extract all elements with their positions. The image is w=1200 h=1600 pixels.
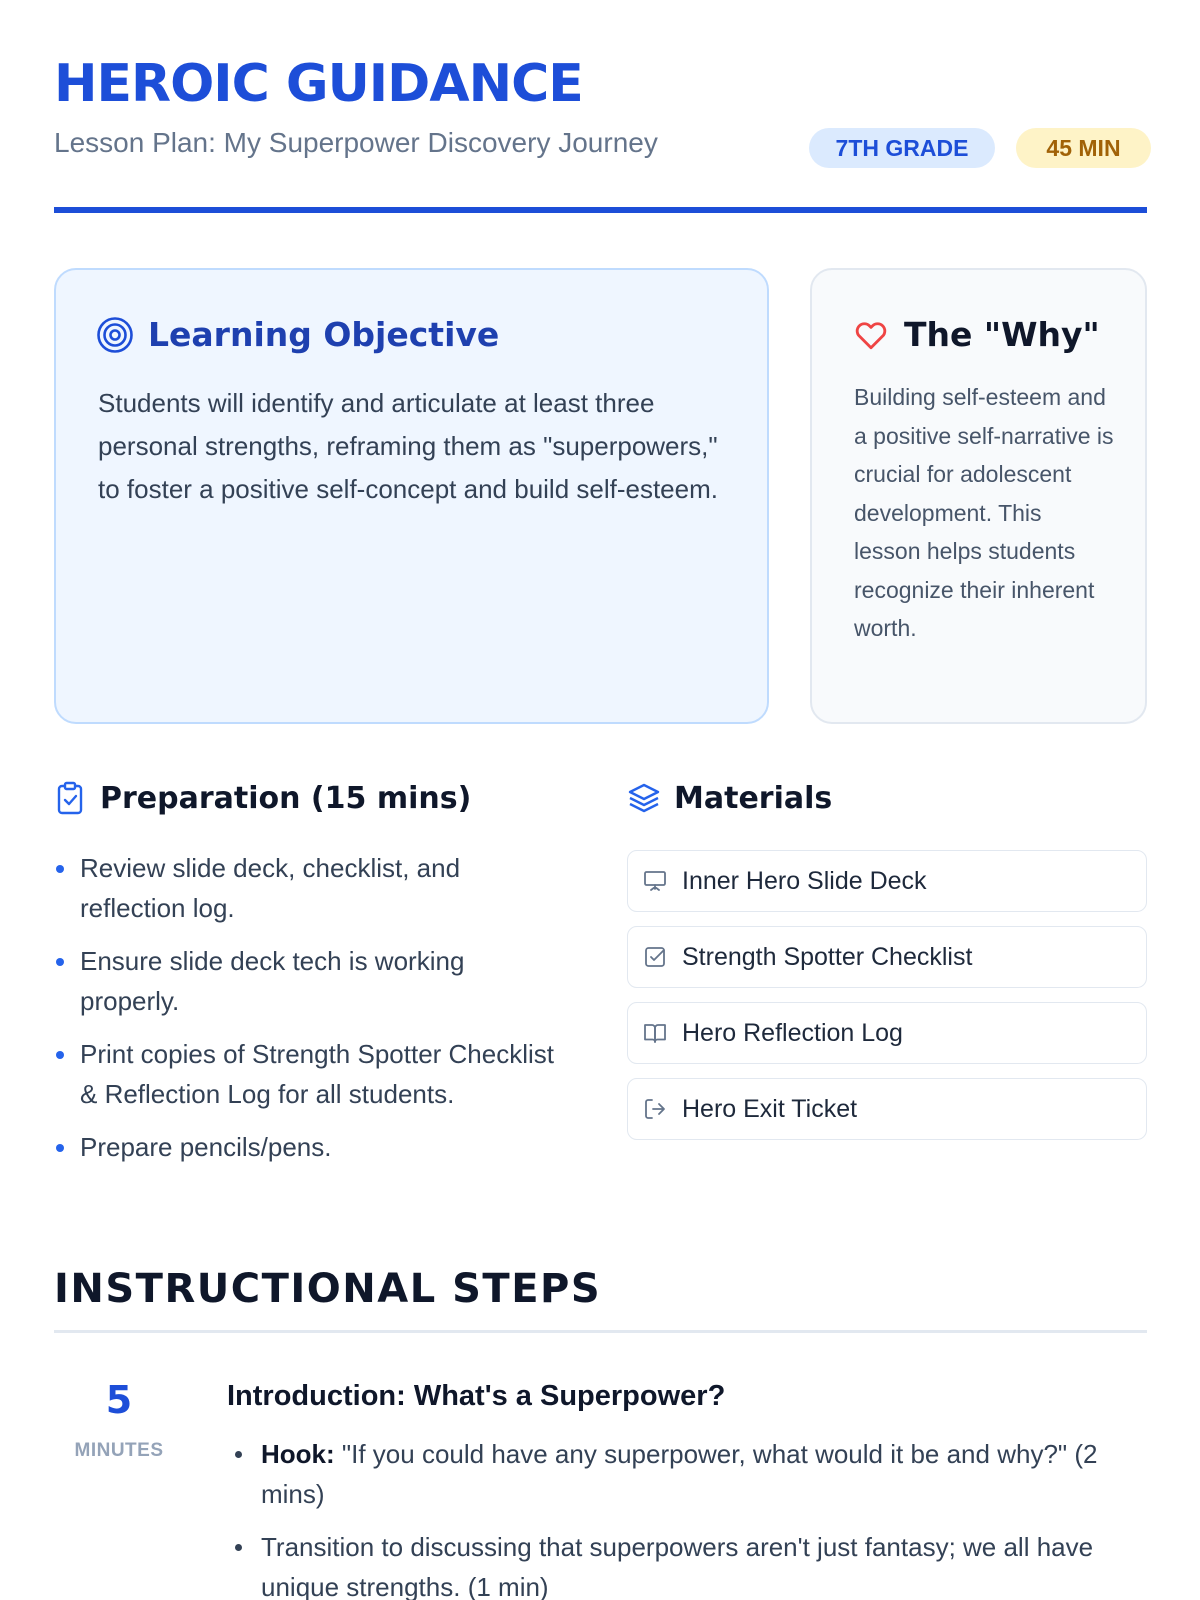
target-icon: [96, 316, 134, 354]
why-title: The "Why": [904, 315, 1100, 354]
material-label: Hero Reflection Log: [682, 1018, 903, 1047]
material-label: Strength Spotter Checklist: [682, 942, 973, 971]
materials-header: [628, 780, 832, 816]
material-label: Inner Hero Slide Deck: [682, 866, 927, 895]
duration-badge: 45 MIN: [1016, 128, 1151, 168]
page-subtitle: Lesson Plan: My Superpower Discovery Journey: [54, 127, 658, 158]
list-item: Prepare pencils/pens.: [54, 1127, 554, 1167]
list-item: [227, 1527, 1147, 1600]
header-divider: [54, 207, 1147, 213]
materials-list: [627, 850, 1147, 1154]
material-strength-spotter-checklist[interactable]: [627, 926, 1147, 988]
learning-objective-title: Learning Objective: [148, 315, 500, 354]
material-inner-hero-slide-deck[interactable]: [627, 850, 1147, 912]
bullet-text: "If you could have any superpower, what would it be and why?" (2 mins): [261, 1439, 1098, 1509]
steps-divider: [54, 1330, 1147, 1333]
why-header: [852, 315, 1100, 354]
bullet-lead: Hook:: [261, 1439, 335, 1469]
step-duration-unit: MINUTES: [74, 1440, 164, 1461]
bullet-text: Transition to discussing that superpowers aren't just fantasy; we all have unique strengths. (1 min): [261, 1532, 1094, 1600]
list-item: Review slide deck, checklist, and reflection log.: [54, 848, 554, 928]
list-item: Print copies of Strength Spotter Checklist & Reflection Log for all students.: [54, 1034, 554, 1114]
why-text: Building self-esteem and a positive self-narrative is crucial for adolescent development. This lesson helps students recognize their inherent worth.: [854, 384, 1114, 641]
learning-objective-card: [54, 268, 769, 724]
learning-objective-text: Students will identify and articulate at least three personal strengths, reframing them as "superpowers," to foster a positive self-concept and build self-esteem.: [98, 388, 718, 504]
materials-title: Materials: [674, 780, 833, 816]
step-duration: 5: [105, 1378, 133, 1422]
learning-objective-header: [96, 315, 499, 354]
preparation-title: Preparation (15 mins): [100, 780, 472, 816]
step-title: Introduction: What's a Superpower?: [227, 1380, 726, 1412]
preparation-header: [54, 780, 471, 816]
material-hero-reflection-log[interactable]: [627, 1002, 1147, 1064]
grade-badge: 7TH GRADE: [809, 128, 995, 168]
list-item: Ensure slide deck tech is working properly.: [54, 941, 554, 1021]
why-card: [810, 268, 1147, 724]
checkbox-icon: [642, 944, 668, 970]
presentation-icon: [642, 868, 668, 894]
layers-icon: [628, 780, 660, 816]
heart-icon: [852, 316, 890, 354]
instructional-steps-title: INSTRUCTIONAL STEPS: [54, 1266, 602, 1312]
lesson-plan-page: [54, 0, 1147, 1600]
material-label: Hero Exit Ticket: [682, 1094, 858, 1123]
material-hero-exit-ticket[interactable]: [627, 1078, 1147, 1140]
log-out-icon: [642, 1096, 668, 1122]
book-open-icon: [642, 1020, 668, 1046]
list-item: [227, 1434, 1147, 1514]
preparation-list: [54, 848, 554, 1180]
page-title: HEROIC GUIDANCE: [54, 54, 583, 114]
clipboard-check-icon: [54, 780, 86, 816]
step-bullets: [227, 1434, 1147, 1600]
